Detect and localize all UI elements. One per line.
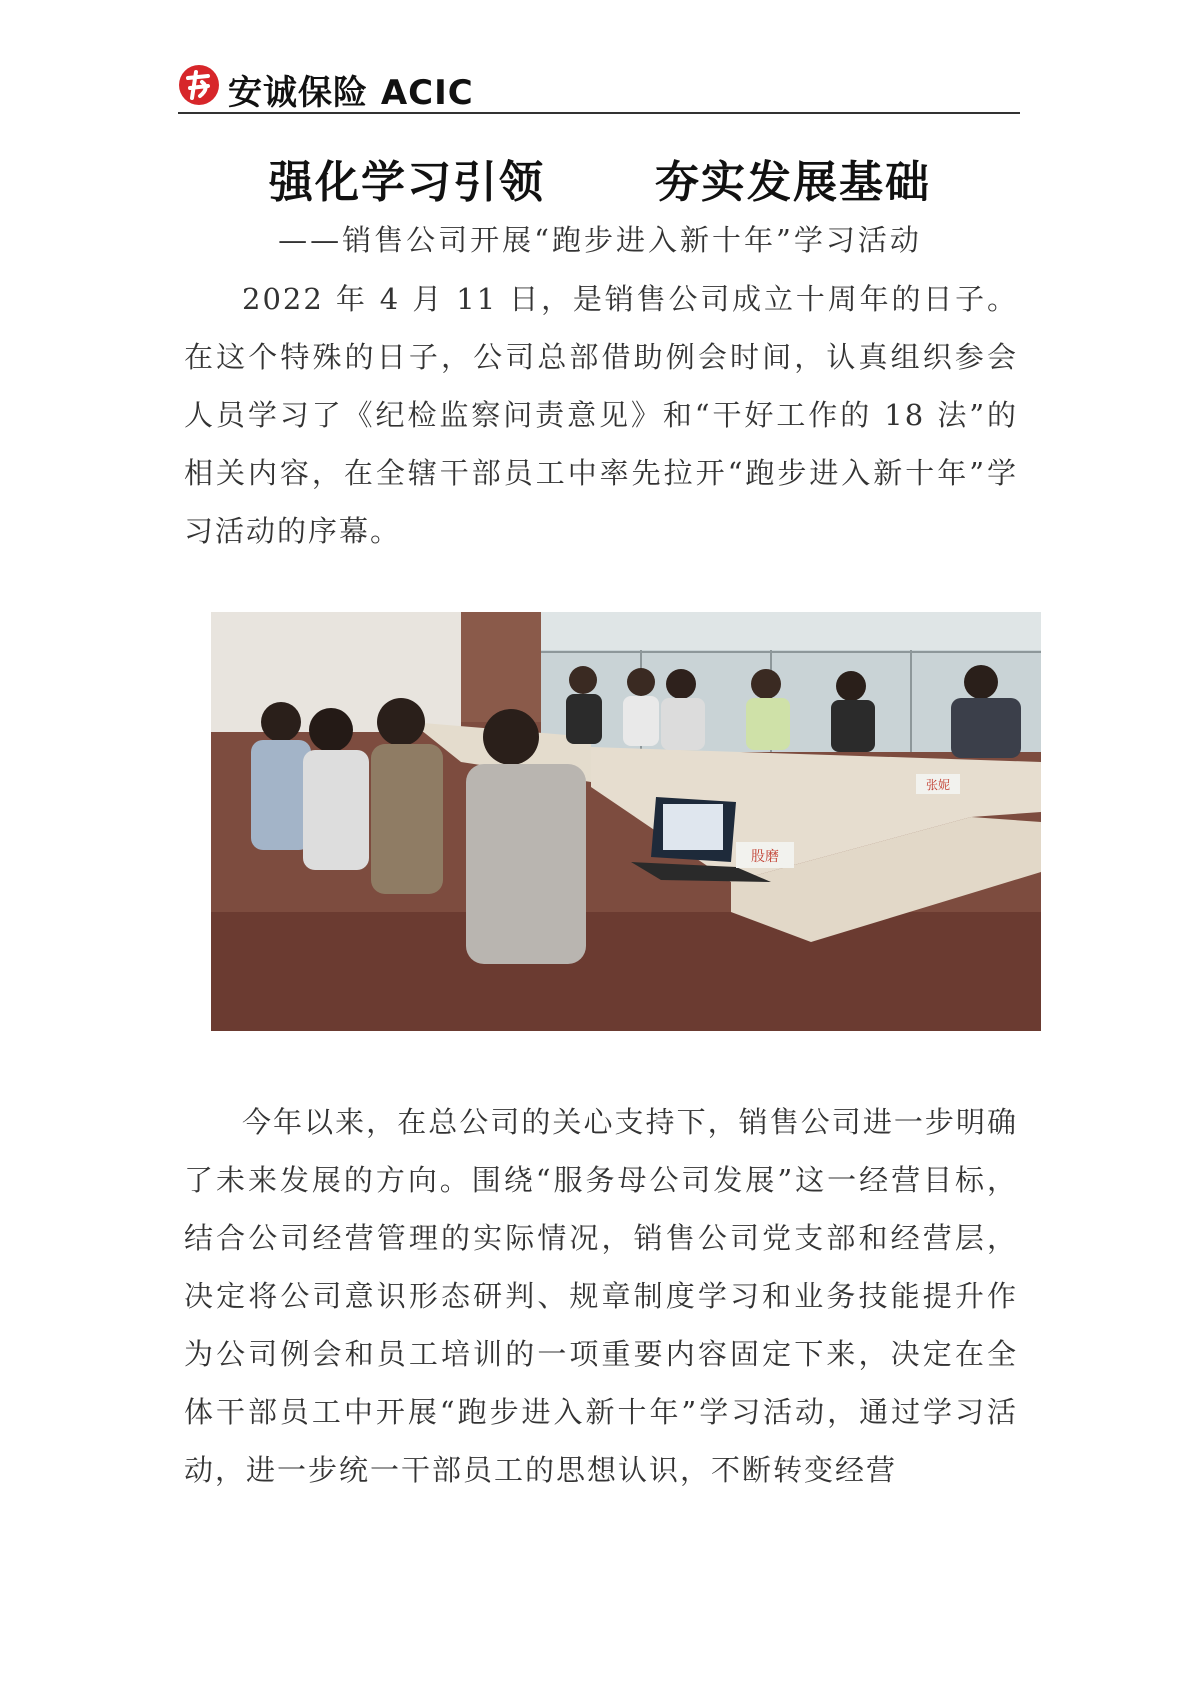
article-title xyxy=(0,146,1200,210)
article-subtitle: ——销售公司开展“跑步进入新十年”学习活动 xyxy=(278,223,922,257)
name-card-1: 张妮 xyxy=(925,778,951,792)
paragraph-1: 2022 年 4 月 11 日，是销售公司成立十周年的日子。在这个特殊的日子，公司总部借助例会时间，认真组织参会人员学习了《纪检监察问责意见》和“干好工作的 18 法”的相关内容，在全辖干部员工中率先拉开“跑步进入新十年”学习活动的序幕。 xyxy=(184,282,1018,548)
paragraph-2: 今年以来，在总公司的关心支持下，销售公司进一步明确了未来发展的方向。围绕“服务母公司发展”这一经营目标，结合公司经营管理的实际情况，销售公司党支部和经营层，决定将公司意识形态研判、规章制度学习和业务技能提升作为公司例会和员工培训的一项重要内容固定下来，决定在全体干部员工中开展“跑步进入新十年”学习活动，通过学习活动，进一步统一干部员工的思想认识，不断转变经营 xyxy=(184,1105,1018,1487)
acic-logo-icon xyxy=(178,64,220,106)
brand-name: 安诚保险 ACIC xyxy=(228,73,474,113)
title-part-2: 夯实发展基础 xyxy=(655,157,931,208)
page-header xyxy=(178,62,1020,114)
meeting-photo xyxy=(211,612,1041,1031)
title-part-1: 强化学习引领 xyxy=(269,157,545,208)
name-card-2: 股磨 xyxy=(751,849,779,865)
